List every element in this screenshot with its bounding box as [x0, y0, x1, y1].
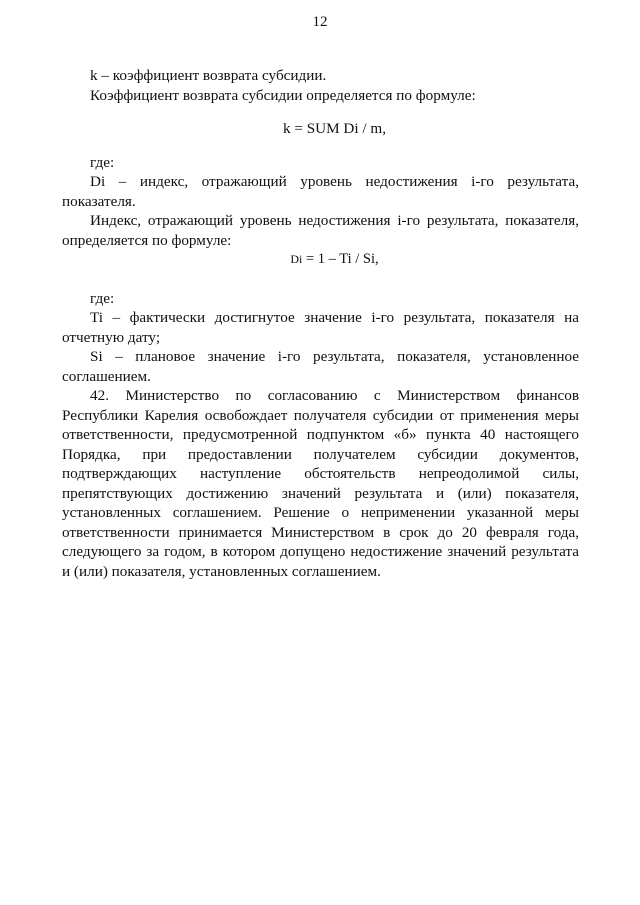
where-label-2: где:	[90, 289, 115, 307]
index-definition-line-2: определяется по формуле:	[62, 231, 232, 249]
paragraph-42-line: Республики Карелия освобождает получателя субсидии от применения меры	[62, 406, 579, 424]
k-formula-intro: Коэффициент возврата субсидии определяется по формуле:	[90, 86, 476, 104]
di-definition-line-1: Di – индекс, отражающий уровень недостижения i-го результата,	[90, 173, 579, 190]
formula-d	[90, 250, 579, 270]
formula-d-symbol: Di	[290, 252, 303, 266]
formula-d-expression: = 1 – Ti / Si,	[302, 251, 379, 267]
paragraph-42-line: Порядка, при предоставлении получателем субсидии документов,	[62, 445, 579, 463]
paragraph-42-line: установленных соглашением. Решение о неприменении указанной меры	[62, 504, 579, 521]
paragraph-42-line: ответственности принимается Министерством в срок до 20 февраля года,	[62, 523, 579, 541]
paragraph-42-line: следующего за годом, в котором допущено недостижение значений результата	[62, 543, 579, 560]
where-label-1: где:	[90, 153, 115, 171]
document-body	[62, 66, 579, 581]
paragraph-42-line: 42. Министерство по согласованию с Министерством финансов	[90, 387, 579, 404]
page-number: 12	[312, 14, 328, 30]
paragraph-42	[62, 386, 579, 581]
paragraph-42-line: препятствующих достижению значений результата и (или) показателя,	[62, 484, 579, 502]
si-definition-line-2: соглашением.	[62, 367, 151, 385]
si-definition-line-1: Si – плановое значение i-го результата, показателя, установленное	[90, 348, 579, 365]
ti-definition-line-1: Ti – фактически достигнутое значение i-го результата, показателя на	[90, 309, 579, 326]
paragraph-42-line: ответственности, предусмотренной подпунктом «б» пункта 40 настоящего	[62, 426, 579, 443]
di-definition-line-2: показателя.	[62, 192, 136, 210]
ti-definition-line-2: отчетную дату;	[62, 328, 161, 346]
index-definition-line-1: Индекс, отражающий уровень недостижения i-го результата, показателя,	[90, 212, 579, 229]
paragraph-42-line: и (или) показателя, установленных соглашением.	[62, 562, 381, 580]
k-definition: k – коэффициент возврата субсидии.	[90, 67, 327, 84]
formula-k: k = SUM Di / m,	[282, 120, 387, 137]
paragraph-42-line: подтверждающих наступление обстоятельств непреодолимой силы,	[62, 465, 579, 482]
